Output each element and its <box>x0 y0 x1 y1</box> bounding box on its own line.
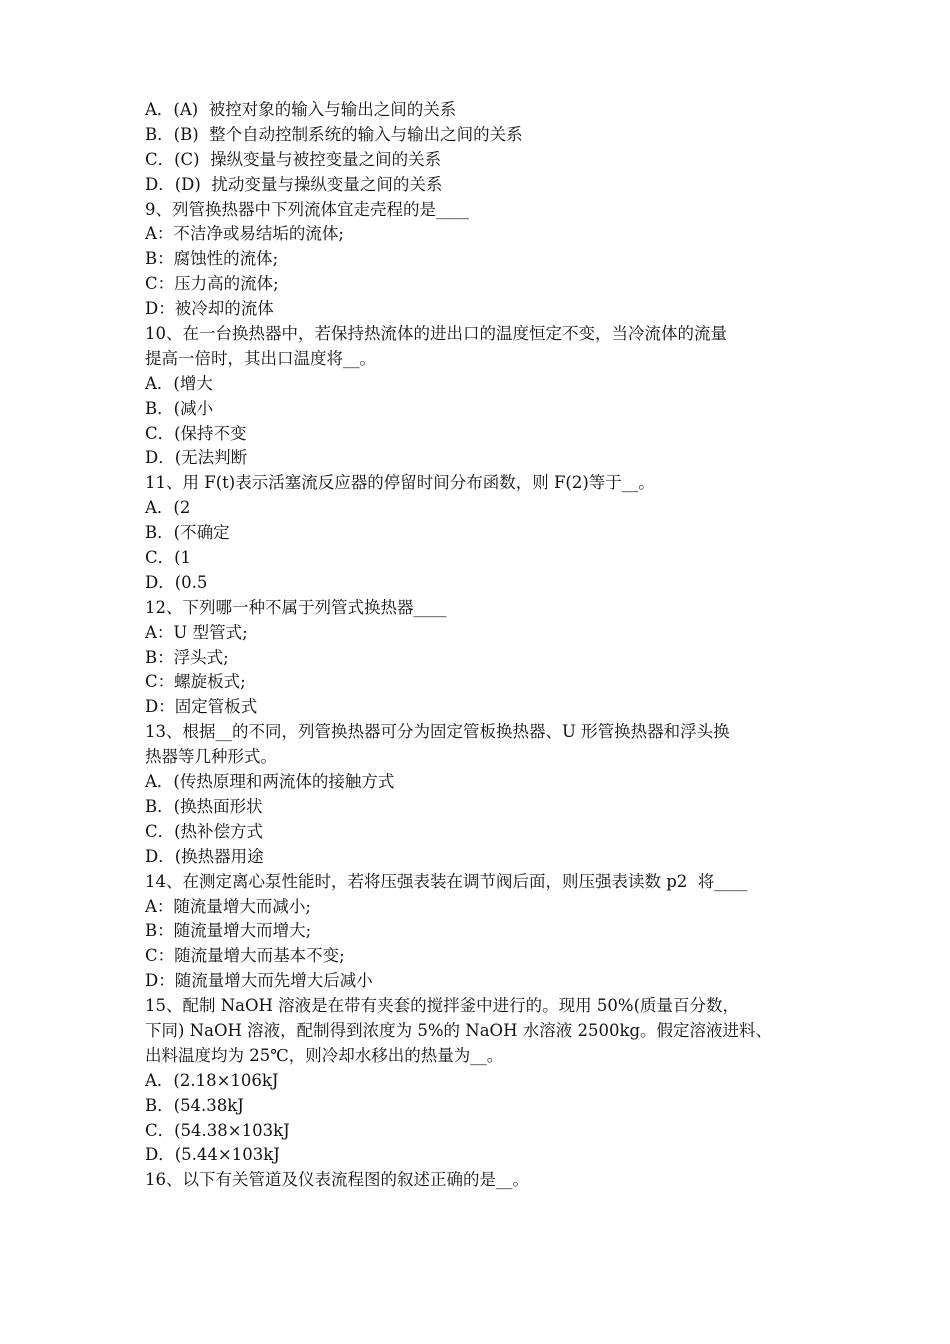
text-line: A．(2.18×106kJ <box>145 1070 279 1090</box>
text-line: D．(D) 扰动变量与操纵变量之间的关系 <box>145 174 443 194</box>
text-line: A．(A) 被控对象的输入与输出之间的关系 <box>145 100 457 119</box>
question-line: 热器等几种形式。 <box>145 747 277 767</box>
text-line: A．(2 <box>145 498 191 518</box>
question-line: 16、以下有关管道及仪表流程图的叙述正确的是__。 <box>145 1170 529 1190</box>
question-line: 11、用 F(t)表示活塞流反应器的停留时间分布函数，则 F(2)等于__。 <box>145 473 655 493</box>
text-line: C．(热补偿方式 <box>145 821 264 841</box>
text-line: D：随流量增大而先增大后减小 <box>145 971 373 991</box>
question-line: 13、根据__的不同，列管换热器可分为固定管板换热器、U 形管换热器和浮头换 <box>145 722 730 742</box>
question-line: 14、在测定离心泵性能时，若将压强表装在调节阀后面，则压强表读数 p2 将____ <box>145 871 748 891</box>
text-line: D：固定管板式 <box>145 697 258 717</box>
text-line: C：压力高的流体; <box>145 274 279 294</box>
text-line: C：随流量增大而基本不变; <box>145 946 345 966</box>
text-line: B．(54.38kJ <box>145 1095 244 1115</box>
text-line: C．(保持不变 <box>145 423 247 443</box>
text-line: A．(传热原理和两流体的接触方式 <box>145 772 395 792</box>
text-line: B：腐蚀性的流体; <box>145 249 279 269</box>
text-line: B．(B) 整个自动控制系统的输入与输出之间的关系 <box>145 124 523 144</box>
text-line: A．(增大 <box>145 373 213 393</box>
text-line: C．(C) 操纵变量与被控变量之间的关系 <box>145 149 442 169</box>
text-line: D：被冷却的流体 <box>145 299 274 319</box>
question-line: 下同) NaOH 溶液，配制得到浓度为 5%的 NaOH 水溶液 2500kg。假定溶液进料、 <box>145 1020 773 1040</box>
text-line: C．(54.38×103kJ <box>145 1120 290 1140</box>
question-line: 提高一倍时，其出口温度将__。 <box>145 348 376 368</box>
text-line: B：随流量增大而增大; <box>145 921 312 941</box>
text-line: A：随流量增大而减小; <box>145 896 311 916</box>
text-line: C．(1 <box>145 548 192 568</box>
text-line: D．(换热器用途 <box>145 846 264 866</box>
question-line: 9、列管换热器中下列流体宜走壳程的是____ <box>145 199 469 219</box>
text-line: D．(5.44×103kJ <box>145 1145 280 1165</box>
text-line: B．(不确定 <box>145 523 230 543</box>
question-line: 10、在一台换热器中，若保持热流体的进出口的温度恒定不变，当冷流体的流量 <box>145 324 727 344</box>
text-line: A：U 型管式; <box>145 622 248 642</box>
question-line: 15、配制 NaOH 溶液是在带有夹套的搅拌釜中进行的。现用 50%(质量百分数， <box>145 996 740 1016</box>
text-line: B：浮头式; <box>145 647 229 667</box>
document-page <box>145 98 815 1193</box>
text-line: C：螺旋板式; <box>145 672 246 692</box>
text-line: D．(无法判断 <box>145 448 248 468</box>
text-line: B．(减小 <box>145 398 214 418</box>
text-line: B．(换热面形状 <box>145 796 263 816</box>
question-line: 12、下列哪一种不属于列管式换热器____ <box>145 597 447 617</box>
text-line: A：不洁净或易结垢的流体; <box>145 224 344 244</box>
text-line: D．(0.5 <box>145 572 208 592</box>
question-line: 出料温度均为 25℃，则冷却水移出的热量为__。 <box>145 1045 504 1065</box>
